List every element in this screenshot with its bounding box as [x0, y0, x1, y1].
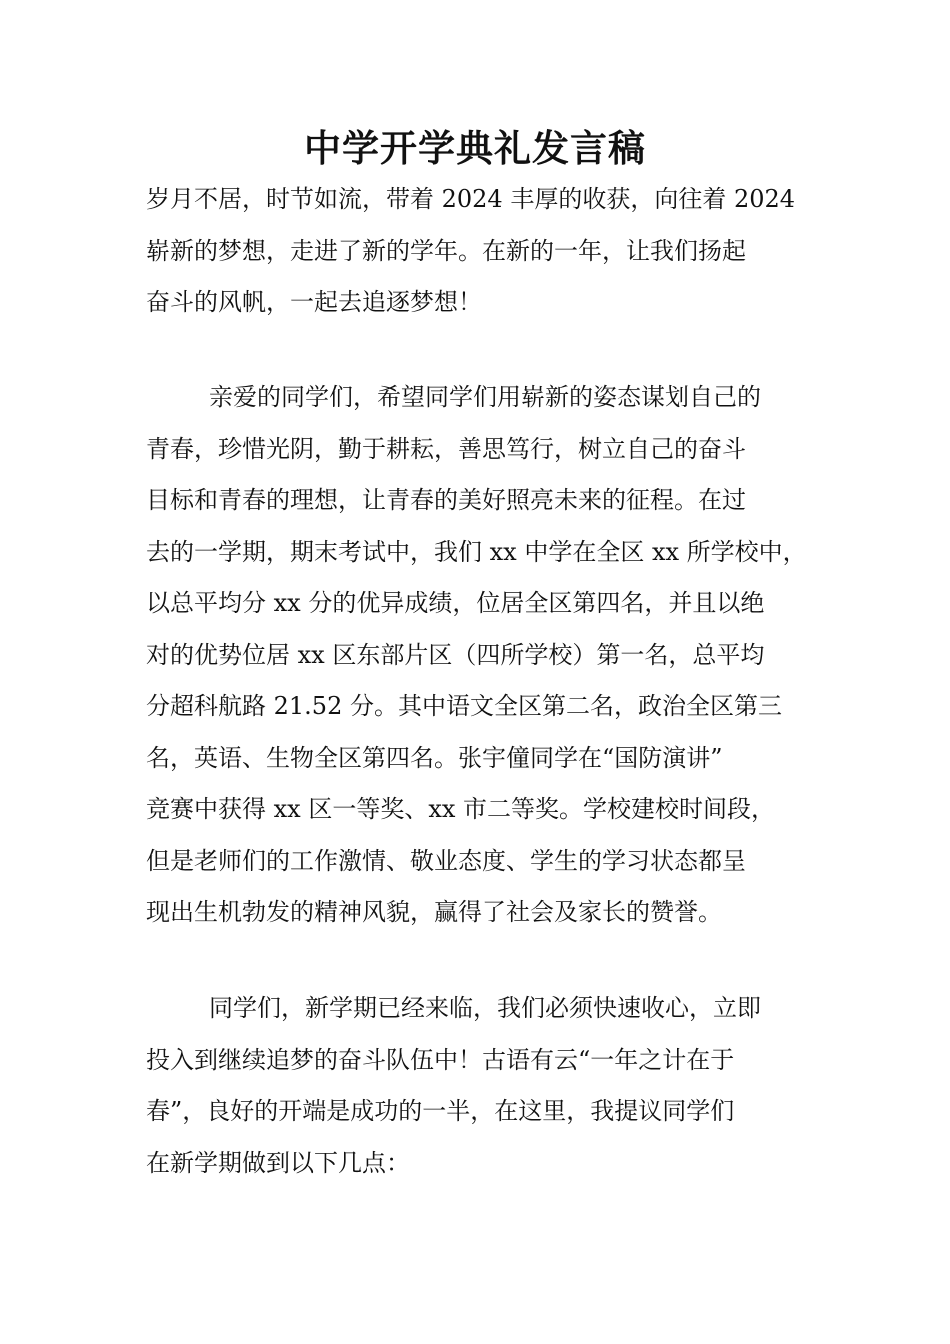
paragraph-line: 同学们，新学期已经来临，我们必须快速收心，立即 [209, 994, 761, 1022]
paragraph-line: 在新学期做到以下几点： [146, 1148, 410, 1177]
paragraph-line: 现出生机勃发的精神风貌，赢得了社会及家长的赞誉。 [146, 898, 722, 926]
paragraph-opening [146, 174, 814, 329]
paragraph-line: 青春，珍惜光阴，勤于耕耘，善思笃行，树立自己的奋斗 [146, 434, 746, 463]
paragraph-line: 但是老师们的工作激情、敬业态度、学生的学习状态都呈 [146, 846, 746, 875]
paragraph-line: 奋斗的风帆，一起去追逐梦想！ [146, 288, 482, 316]
paragraph-line: 以总平均分 xx 分的优异成绩，位居全区第四名，并且以绝 [146, 589, 765, 617]
paragraph-line: 春”，良好的开端是成功的一半，在这里，我提议同学们 [146, 1097, 735, 1125]
paragraph-line: 岁月不居，时节如流，带着 2024 丰厚的收获，向往着 2024 [146, 185, 796, 213]
paragraph-achievements [146, 372, 814, 939]
document-title: 中学开学典礼发言稿 [304, 127, 646, 170]
paragraph-new-semester [146, 983, 814, 1189]
paragraph-line: 崭新的梦想，走进了新的学年。在新的一年，让我们扬起 [146, 236, 746, 265]
paragraph-line: 分超科航路 21.52 分。其中语文全区第二名，政治全区第三 [146, 692, 782, 720]
paragraph-line: 亲爱的同学们，希望同学们用崭新的姿态谋划自己的 [209, 383, 761, 411]
paragraph-line: 对的优势位居 xx 区东部片区（四所学校）第一名，总平均 [146, 640, 765, 669]
paragraph-line: 去的一学期，期末考试中，我们 xx 中学在全区 xx 所学校中， [146, 537, 807, 566]
paragraph-line: 投入到继续追梦的奋斗队伍中！古语有云“一年之计在于 [146, 1045, 735, 1074]
paragraph-line: 名，英语、生物全区第四名。张宇僮同学在“国防演讲” [146, 743, 723, 772]
paragraph-line: 目标和青春的理想，让青春的美好照亮未来的征程。在过 [146, 486, 746, 514]
paragraph-line: 竞赛中获得 xx 区一等奖、xx 市二等奖。学校建校时间段， [146, 795, 776, 823]
